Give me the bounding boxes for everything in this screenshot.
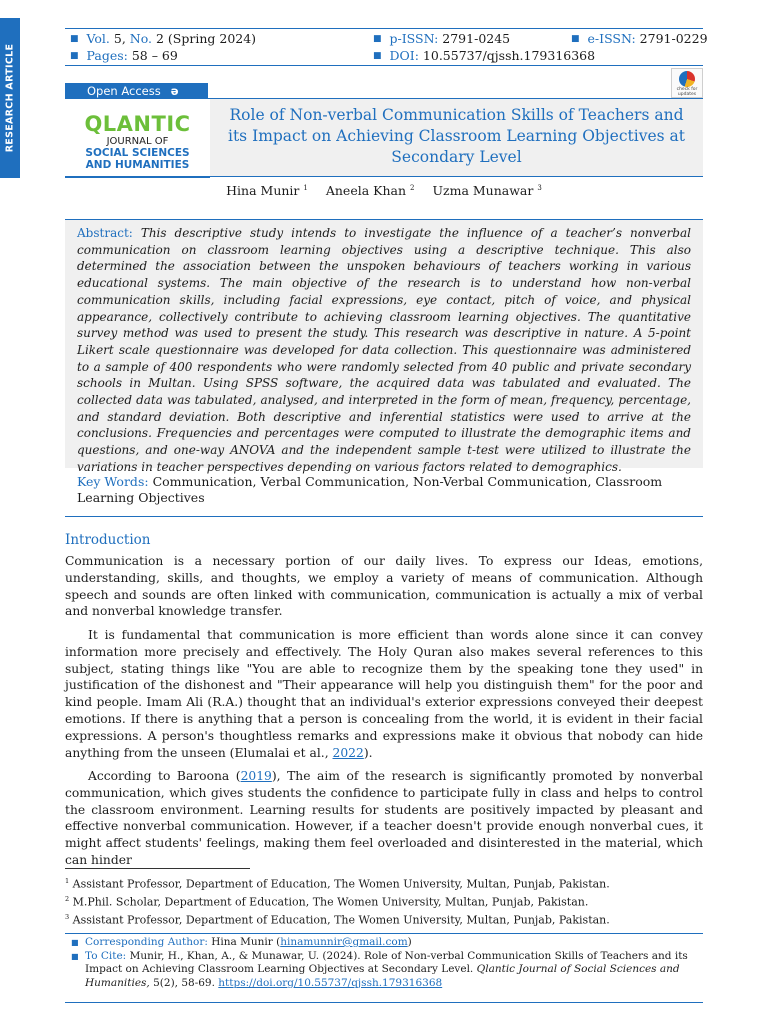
citation-link-2019[interactable]: 2019 bbox=[240, 769, 272, 783]
intro-paragraph-1: Communication is a necessary portion of our daily lives. To express our Ideas, emotions, understanding, skills, and thoughts, we employ a variety of means of communication. Although speech and sounds are often linked with communication, communication is actually a mix of verbal and nonverbal knowledge transfer. bbox=[65, 554, 703, 619]
author-list bbox=[65, 183, 703, 198]
meta-pages: ■ Pages: 58 – 69 bbox=[70, 48, 178, 63]
author-3: Uzma Munawar $^3$ bbox=[432, 183, 542, 198]
title-divider bbox=[65, 176, 210, 178]
journal-logo: QLANTIC JOURNAL OF SOCIAL SCIENCES AND HUMANITIES bbox=[84, 112, 191, 171]
article-title: Role of Non-verbal Communication Skills of Teachers and its Impact on Achieving Classroom Learning Objectives at Secondary Level bbox=[210, 99, 703, 177]
intro-paragraph-3: According to Baroona (2019), The aim of the research is significantly promoted by nonverbal communication, which gives students the confidence to participate fully in class and helps to control the classroom environment. Learning results for students are positively impacted by pleasant and effective nonverbal communication. However, if a teacher doesn't provide enough nonverbal cues, it might affect students' feelings, making them feel overloaded and disinterested in the material, which can hinder bbox=[65, 769, 703, 867]
open-access-label: Open Access bbox=[87, 84, 161, 98]
intro-paragraph-2: It is fundamental that communication is more efficient than words alone since it can convey information more precisely and effectively. The Holy Quran also makes several references to this subject, stating things like "You are able to recognize them by the speaking tone they used" in justification of the dishonest and "Their appearance will help you distinguish them" for the poor and kind people. Imam Ali (R.A.) thought that an individual's exterior expressions conveyed their deepest emotions. If there is anything that a person is concealing from the world, it is evident in their facial expressions. A person's thoughtless remarks and expressions make it obvious that nobody can hide anything from the unseen (Elumalai et al., 2022). bbox=[65, 628, 703, 760]
citation-box bbox=[65, 933, 703, 1003]
introduction-heading: Introduction bbox=[65, 532, 151, 548]
author-1: Hina Munir $^1$ bbox=[226, 183, 308, 198]
meta-doi[interactable]: ■ DOI: 10.55737/qjssh.179316368 bbox=[373, 48, 596, 63]
footnotes bbox=[65, 874, 703, 928]
article-type-tab bbox=[0, 18, 20, 178]
to-cite: ■ To Cite: Munir, H., Khan, A., & Munawar, U. (2024). Role of Non-verbal Communication Skills of Teachers and its Impact on Achieving Classroom Learning Objectives at Secondary Level. Qlantic Journal of Social Sciences and Humanities, 5(2), 58-69. https://doi.org/10.55737/qjssh.179316368 bbox=[71, 949, 688, 989]
keywords-label: Key Words: bbox=[77, 474, 149, 489]
keywords-box bbox=[65, 468, 703, 517]
journal-meta-bar bbox=[65, 28, 708, 66]
meta-volume: ■ Vol. 5, No. 2 (Spring 2024) bbox=[70, 31, 257, 46]
abstract-text: This descriptive study intends to investigate the influence of a teacher’s nonverbal communication on classroom learning objectives using a descriptive technique. This also determined the association between the unspoken behaviours of teachers working in various educational systems. The main objective of the research is to understand how non-verbal communication skills, including facial expressions, eye contact, pitch of voice, and physical appearance, collectively contribute to achieving classroom learning objectives. The quantitative survey method was used to present the study. This research was descriptive in nature. A 5-point Likert scale questionnaire was developed for data collection. This questionnaire was administered to a sample of 400 respondents who were randomly selected from 40 public and private secondary schools in Multan. Using SPSS software, the acquired data was tabulated and evaluated. The collected data was tabulated, analysed, and interpreted in the form of mean, frequency, percentage, and standard deviation. Both descriptive and inferential statistics were used to arrive at the conclusions. Frequencies and percentages were computed to illustrate the demographic items and questions, and one-way ANOVA and the independent sample t-test were utilized to illustrate the variations in teacher perspectives depending on various factors related to demographics. bbox=[77, 226, 691, 474]
meta-eissn: ■ e-ISSN: 2791-0229 bbox=[571, 31, 708, 46]
open-access-icon: ə bbox=[170, 84, 179, 98]
citation-link-2022[interactable]: 2022 bbox=[332, 745, 364, 760]
footnote-2: $^2$ M.Phil. Scholar, Department of Education, The Women University, Multan, Punjab, Pakistan. bbox=[65, 895, 589, 909]
author-2: Aneela Khan $^2$ bbox=[325, 183, 415, 198]
keywords-text: Communication, Verbal Communication, Non-Verbal Communication, Classroom Learning Objectives bbox=[77, 474, 663, 505]
footnote-rule bbox=[65, 868, 250, 869]
author-email-link[interactable]: hinamunnir@gmail.com bbox=[280, 936, 408, 948]
footnote-1: $^1$ Assistant Professor, Department of Education, The Women University, Multan, Punjab, Pakistan. bbox=[65, 877, 610, 891]
doi-link[interactable]: https://doi.org/10.55737/qjssh.179316368 bbox=[218, 976, 443, 989]
footnote-3: $^3$ Assistant Professor, Department of Education, The Women University, Multan, Punjab, Pakistan. bbox=[65, 913, 610, 927]
meta-pissn: ■ p-ISSN: 2791-0245 bbox=[373, 31, 511, 46]
check-for-updates-badge[interactable]: check for updates bbox=[671, 68, 703, 98]
abstract-box bbox=[65, 219, 703, 474]
open-access-bar bbox=[65, 83, 208, 99]
check-for-updates-icon bbox=[679, 71, 695, 87]
article-type-label: RESEARCH ARTICLE bbox=[4, 43, 16, 153]
corresponding-author: ■ Corresponding Author: Hina Munir (hinamunnir@gmail.com) bbox=[71, 936, 412, 948]
abstract-label: Abstract: bbox=[77, 226, 133, 240]
